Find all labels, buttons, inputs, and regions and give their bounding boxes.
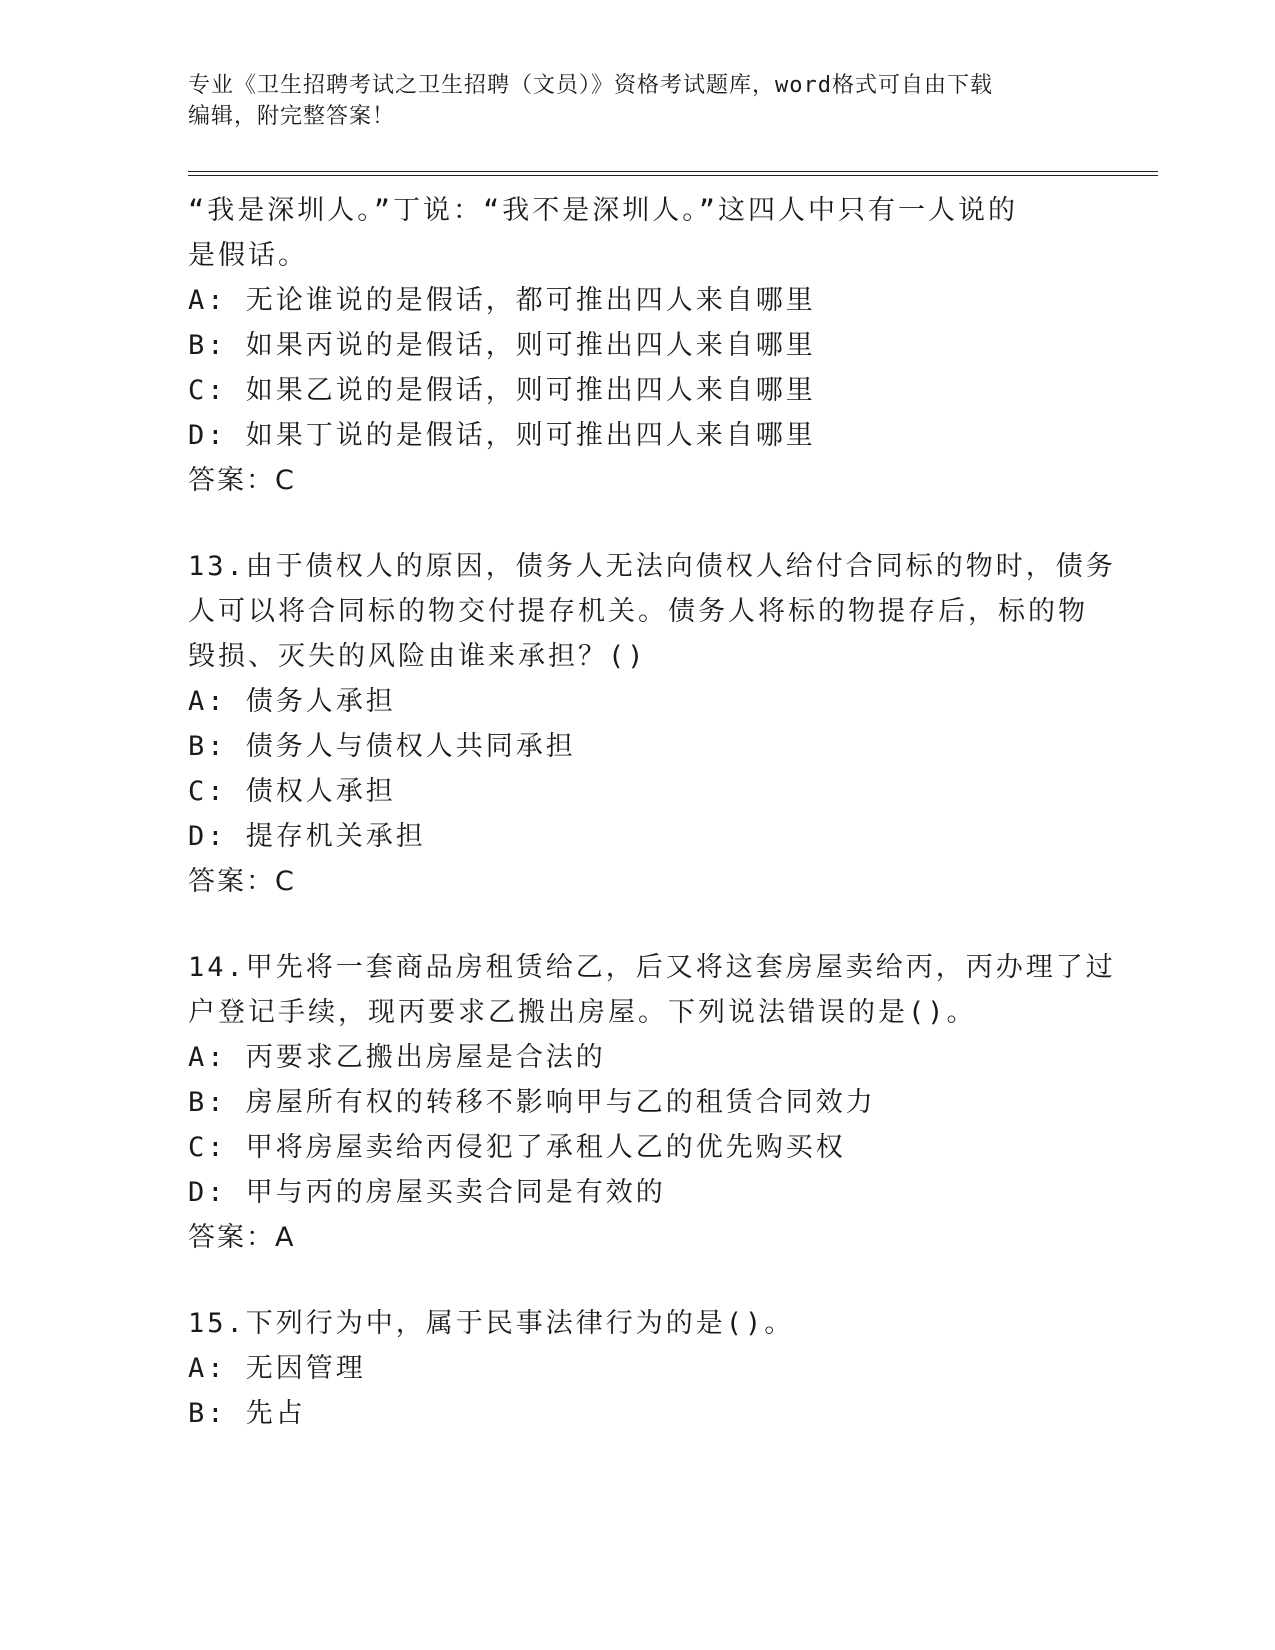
header-line-2: 编辑，附完整答案！ [188,104,396,129]
question-text-line: 13.由于债权人的原因，债务人无法向债权人给付合同标的物时，债务 [188,551,1116,582]
option-b: B: 如果丙说的是假话，则可推出四人来自哪里 [188,330,816,361]
option-b: B: 先占 [188,1398,306,1429]
question-spacer [188,503,1088,544]
option-a: A: 债务人承担 [188,686,396,717]
question-12-continuation [188,188,1088,503]
header-divider-bottom [188,175,1158,176]
option-b: B: 房屋所有权的转移不影响甲与乙的租赁合同效力 [188,1087,876,1118]
header-line-1: 专业《卫生招聘考试之卫生招聘（文员）》资格考试题库，word格式可自由下载 [188,73,993,98]
option-d: D: 如果丁说的是假话，则可推出四人来自哪里 [188,420,816,451]
question-content [188,188,1116,1436]
question-text-line: 14.甲先将一套商品房租赁给乙，后又将这套房屋卖给丙，丙办理了过 [188,952,1116,983]
header-divider-top [188,171,1158,172]
document-header [188,70,1068,132]
option-a: A: 无论谁说的是假话，都可推出四人来自哪里 [188,285,816,316]
option-c: C: 债权人承担 [188,776,396,807]
question-text-line: 是假话。 [188,240,308,271]
question-14 [188,945,1116,1260]
option-c: C: 甲将房屋卖给丙侵犯了承租人乙的优先购买权 [188,1132,846,1163]
option-b: B: 债务人与债权人共同承担 [188,731,576,762]
question-text-line: 毁损、灭失的风险由谁来承担？() [188,641,647,672]
option-d: D: 甲与丙的房屋买卖合同是有效的 [188,1177,666,1208]
question-text-line: “我是深圳人。”丁说：“我不是深圳人。”这四人中只有一人说的 [188,195,1019,226]
question-15 [188,1301,1088,1436]
option-a: A: 丙要求乙搬出房屋是合法的 [188,1042,606,1073]
question-text-line: 15.下列行为中，属于民事法律行为的是()。 [188,1308,795,1339]
answer-line: 答案：A [188,1222,296,1253]
question-13 [188,544,1116,904]
question-text-line: 户登记手续，现丙要求乙搬出房屋。下列说法错误的是()。 [188,997,977,1028]
question-spacer [188,904,1088,945]
option-c: C: 如果乙说的是假话，则可推出四人来自哪里 [188,375,816,406]
answer-line: 答案：C [188,465,296,496]
question-spacer [188,1260,1088,1301]
option-d: D: 提存机关承担 [188,821,426,852]
answer-line: 答案：C [188,866,296,897]
question-text-line: 人可以将合同标的物交付提存机关。债务人将标的物提存后，标的物 [188,596,1088,627]
option-a: A: 无因管理 [188,1353,366,1384]
